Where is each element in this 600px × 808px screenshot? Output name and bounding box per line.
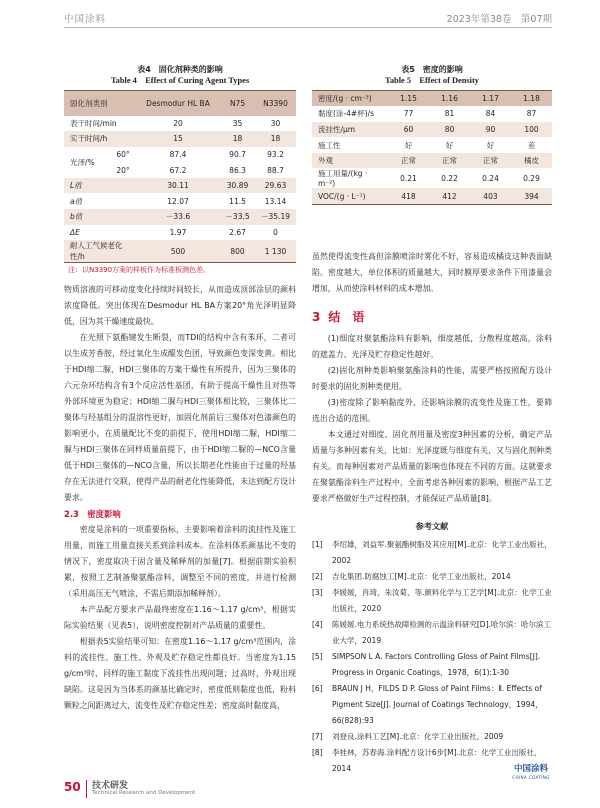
table-cell: 29.63 (255, 178, 296, 194)
table-header-cell: Desmodur HL BA (136, 91, 220, 116)
table-cell: 60 (388, 122, 429, 138)
body-paragraph: 密度是涂料的一项重要指标，主要影响着涂料的流挂性及施工用量，而施工用量直接关系到涂料成本。在涂料体系颜基比不变的情况下，密度取决于固含量及稀释剂的加量[7]。根据前期实验积累，按照工艺制备聚氨酯涂料，调整至不同的密度，并进行检测（采用高压无气喷涂，不需后期添加稀释剂）。 (64, 525, 296, 599)
table-cell: 1.18 (511, 91, 552, 107)
body-paragraph: 根据表5实验结果可知：在密度1.16～1.17 g/cm³范围内，涂料的流挂性、施工性、外观及贮存稳定性都良好。当密度为1.15 g/cm³时，同样的施工黏度下流挂性出现问题；过高时，外观出现缺陷。这是因为当体系的颜基比确定时，密度低则黏度也低，粉料颗粒之间距离过大，流变性及贮存稳定性差；密度高时黏度高， (64, 637, 296, 711)
table-row (312, 91, 552, 107)
reference-number: [5] (312, 651, 323, 661)
page-footer (64, 778, 304, 800)
issue-info: 2023年第38卷 第07期 (446, 14, 552, 25)
table-cell: 正常 (470, 153, 511, 169)
reference-text: 陈媛媛.电力系统热故障检测的示温涂料研究[D].哈尔滨：哈尔滨工业大学，2019 (332, 619, 551, 645)
table-cell: 橘皮 (511, 153, 552, 169)
row-label: b值 (64, 209, 136, 225)
table-cell: －33.5 (220, 209, 255, 225)
footer-divider (86, 780, 87, 798)
table-cell: 好 (470, 137, 511, 153)
table5-caption-en: Table 5 Effect of Density (385, 76, 479, 85)
table-cell: 500 (136, 240, 220, 263)
table-cell: 0.22 (429, 168, 470, 188)
reference-number: [8] (312, 747, 323, 757)
references-heading: 参考文献 (415, 520, 449, 531)
table-row (64, 209, 296, 225)
table-row (64, 147, 296, 163)
table-cell: 0.24 (470, 168, 511, 188)
table-cell: 1.15 (388, 91, 429, 107)
table5-caption-zh: 表5 密度的影响 (401, 65, 463, 74)
table-cell: 18 (220, 131, 255, 147)
header-divider (64, 27, 552, 28)
reference-number: [4] (312, 619, 323, 629)
page-number: 50 (64, 780, 81, 794)
table-cell: 86.3 (220, 162, 255, 178)
table-cell: 好 (429, 137, 470, 153)
row-sublabel: 60° (110, 147, 136, 163)
body-paragraph: 物质溶液的可移动度变化持续时间较长，从而造成顶部涂层的颜料浓度降低。突出体现在Desmodur HL BA方案20°角光泽明显降低，因为其干燥速度最快。 (64, 285, 296, 327)
reference-number: [2] (312, 571, 323, 581)
table-row (312, 137, 552, 153)
table-cell: 15 (136, 131, 220, 147)
table-cell: 12.07 (136, 193, 220, 209)
reference-text: 李绍雄，刘益军.聚氨酯树脂及其应用[M].北京：化学工业出版社，2002 (332, 539, 552, 565)
reference-text: 李媛媛，肖琦，朱汝菊，等.颜料化学与工艺学[M].北京：化学工业出版社，2020 (332, 587, 552, 613)
table-cell: 81 (429, 106, 470, 122)
row-label: 施工性 (312, 137, 388, 153)
reference-item (312, 585, 552, 617)
row-label: 黏度(涂-4#杯)/s (312, 106, 388, 122)
table-cell: 100 (511, 122, 552, 138)
table-cell: 87.4 (136, 147, 220, 163)
reference-number: [3] (312, 587, 323, 597)
table-cell: 正常 (429, 153, 470, 169)
reference-item (312, 537, 552, 569)
reference-item (312, 729, 552, 745)
table-row (312, 153, 552, 169)
reference-number: [1] (312, 539, 323, 549)
table-row (64, 131, 296, 147)
subsection-heading: 2.3 密度影响 (64, 509, 121, 520)
body-paragraph: 本产品配方要求产品最终密度在1.16～1.17 g/cm³，根据实际实验结果（见表5），说明密度控制对产品质量的重要性。 (64, 605, 296, 631)
table4 (64, 90, 296, 263)
table-cell: 0.21 (388, 168, 429, 188)
table-cell: 30.11 (136, 178, 220, 194)
table-row (312, 188, 552, 204)
reference-item (312, 569, 552, 585)
table-cell: 403 (470, 188, 511, 204)
table-cell: 13.14 (255, 193, 296, 209)
body-paragraph: 在光照下氨酯键发生断裂，而TDI的结构中含有苯环，二者可以生成芳香胺，经过氧化生成醌发色团，导致颜色变深变黄。相比于HDI缩二脲，HDI三聚体的方案干燥性有所提升，因为三聚体的六元杂环结构含有3个反应活性基团，有助于提高干燥性且对热等外部环境更为稳定；HDI缩二脲与HDI三聚体相比较，三聚体比二聚体与羟基组分的混溶性更好，加固化剂前后三聚体对色漆颜色的影响更小，在质量配比不变的前提下，使用HDI缩二脲，HDI缩二脲与HDI三聚体在同样质量前提下，由于HDI缩二脲的—NCO含量低于HDI三聚体的—NCO含量，所以长期老化性能由于过量的羟基存在无法进行交联，使得产品的耐老化性能降低，未达到配方设计要求。 (64, 333, 296, 503)
reference-text: BRAUN J H，FILDS D P. Gloss of Paint Films：Ⅱ. Effects of Pigment Size[J]. Journal of Coatings Technology，1994，66(828):93 (332, 683, 543, 725)
reference-number: [6] (312, 683, 323, 693)
table-header-cell: N3390 (255, 91, 296, 116)
table5 (312, 90, 552, 205)
table-header-row (64, 91, 296, 116)
table4-caption-zh: 表4 固化剂种类的影响 (137, 65, 223, 74)
table-cell: －33.6 (136, 209, 220, 225)
table-cell: 正常 (388, 153, 429, 169)
table-cell: －35.19 (255, 209, 296, 225)
row-label: 耐人工气候老化性/h (64, 240, 136, 263)
table-row (312, 122, 552, 138)
table-cell: 800 (220, 240, 255, 263)
row-label: 实干时间/h (64, 131, 136, 147)
page-header (0, 0, 600, 30)
table4-caption-en: Table 4 Effect of Curing Agent Types (110, 76, 250, 85)
reference-item (312, 617, 552, 649)
table-row (312, 168, 552, 188)
table-row (64, 178, 296, 194)
table-cell: 87 (511, 106, 552, 122)
table-cell: 93.2 (255, 147, 296, 163)
table-cell: 0 (255, 225, 296, 241)
row-label: 密度/(g · cm⁻³) (312, 91, 388, 107)
table-cell: 1.16 (429, 91, 470, 107)
journal-logo (511, 763, 551, 787)
footer-section-zh: 技术研发 (92, 781, 129, 791)
table-row (64, 225, 296, 241)
table-cell: 18 (255, 131, 296, 147)
table-header-cell: N75 (220, 91, 255, 116)
row-label: VOC/(g · L⁻¹) (312, 188, 388, 204)
table-cell: 418 (388, 188, 429, 204)
row-label: 表干时间/min (64, 116, 136, 132)
journal-name: 中国涂料 (64, 14, 107, 25)
table-cell: 67.2 (136, 162, 220, 178)
left-column (64, 64, 296, 714)
row-label: ΔE (64, 225, 136, 241)
row-label: 光泽/% (64, 147, 110, 178)
reference-text: 吉化集团.防腐蚀工[M].北京：化学工业出版社，2014 (332, 571, 511, 581)
table-cell: 30.89 (220, 178, 255, 194)
reference-text: 刘登良.涂料工艺[M].北京：化学工业出版社，2009 (332, 731, 504, 741)
table-cell: 1.17 (470, 91, 511, 107)
table-cell: 1 130 (255, 240, 296, 263)
table-cell: 1.97 (136, 225, 220, 241)
table-row (64, 116, 296, 132)
table-header-cell: 固化剂类别 (64, 91, 136, 116)
table-row (64, 240, 296, 263)
table-cell: 35 (220, 116, 255, 132)
table-cell: 90 (470, 122, 511, 138)
row-label: a值 (64, 193, 136, 209)
table-cell: 77 (388, 106, 429, 122)
reference-item (312, 681, 552, 729)
reference-number: [7] (312, 731, 323, 741)
conclusion-item: (2)固化剂种类影响聚氨酯涂料的性能，需要严格按照配方设计时要求的固化剂种类使用。 (312, 365, 552, 391)
table-cell: 好 (388, 137, 429, 153)
row-label: 外观 (312, 153, 388, 169)
table-cell: 84 (470, 106, 511, 122)
table-cell: 差 (511, 137, 552, 153)
table-cell: 80 (429, 122, 470, 138)
logo-text-en: CHINA COATING (512, 775, 550, 780)
footer-section-en: Technical Research and Development (92, 790, 196, 796)
logo-text-zh: 中国涂料 (513, 764, 548, 774)
body-paragraph: 本文通过对细度、固化剂用量及密度3种因素的分析，确定产品质量与多种因素有关，比如：光泽度既与细度有关，又与固化剂种类有关。而每种因素对产品质量的影响也体现在不同的方面。这就要求在聚氨酯涂料生产过程中，全面考虑各种因素的影响，根据产品工艺要求严格做好生产过程控制，才能保证产品质量[8]。 (312, 429, 552, 503)
table-cell: 11.5 (220, 193, 255, 209)
section-title: 结 语 (328, 309, 365, 324)
row-label: 流挂性/μm (312, 122, 388, 138)
table-cell: 88.7 (255, 162, 296, 178)
table-cell: 394 (511, 188, 552, 204)
reference-text: SIMPSON L A. Factors Controlling Gloss of Paint Films[J]. Progress in Organic Coatings，1978，6(1):1-30 (332, 651, 541, 677)
row-label: 施工用量/(kg · m⁻²) (312, 168, 388, 188)
table-cell: 90.7 (220, 147, 255, 163)
table4-note: 注：以N3390方案的样板作为标准板测色差。 (68, 266, 211, 275)
reference-list (312, 537, 552, 777)
table-row (64, 193, 296, 209)
table-row (312, 106, 552, 122)
conclusion-item: (1)细度对聚氨酯涂料有影响，细度越低，分散程度越高，涂料的遮盖力、光泽及贮存稳定性越好。 (312, 333, 552, 359)
table-cell: 412 (429, 188, 470, 204)
section-number: 3 (312, 309, 321, 324)
section-heading (312, 307, 552, 327)
row-label: L值 (64, 178, 136, 194)
table-cell: 0.29 (511, 168, 552, 188)
table-cell: 30 (255, 116, 296, 132)
table-cell: 20 (136, 116, 220, 132)
body-paragraph: 虽然使得流变性高但涂膜喷涂时雾化不好，容易造成橘皮这种表面缺陷。密度越大，单位体积的质量越大，同时膜厚要求条件下用漆量会增加，从而使涂料材料的成本增加。 (312, 251, 552, 293)
reference-text: 李桂林，苏春海.涂料配方设计6步[M].北京：化学工业出版社，2014 (332, 747, 542, 773)
table-cell: 2.67 (220, 225, 255, 241)
reference-item (312, 649, 552, 681)
right-column (312, 64, 552, 777)
conclusion-item: (3)密度除了影响黏度外，还影响涂膜的流变性及施工性，要筛选出合适的范围。 (312, 397, 552, 423)
row-sublabel: 20° (110, 162, 136, 178)
